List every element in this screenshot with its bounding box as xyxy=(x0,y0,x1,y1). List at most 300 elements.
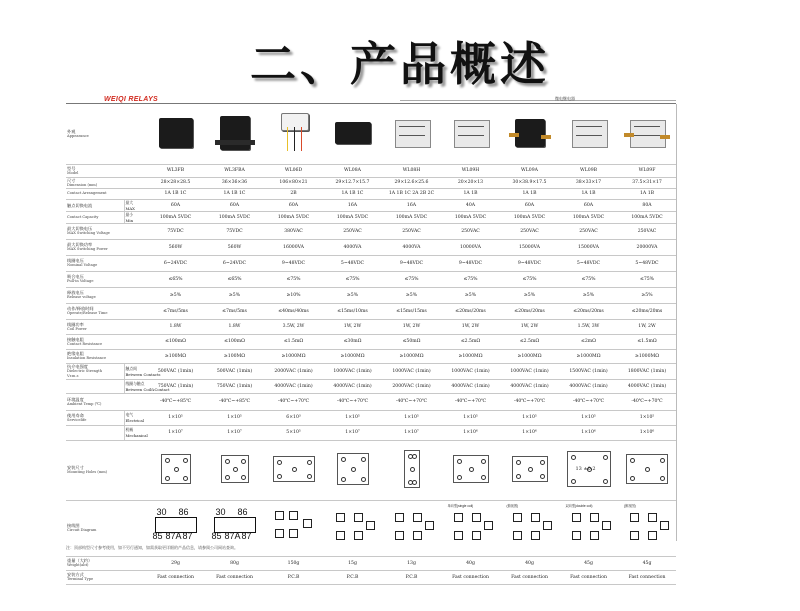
circuit-pin-label: 87A xyxy=(224,531,241,541)
row-sublabel xyxy=(124,363,161,379)
circuit-diagram xyxy=(330,505,376,549)
ambient-temp-cell: -40℃~+85℃ xyxy=(146,393,205,410)
life-electrical-cell: 1×10⁵ xyxy=(441,410,500,425)
capacity-min-cell: 100mA 5VDC xyxy=(382,211,441,223)
circuit-contact xyxy=(513,513,522,522)
mounting-hole xyxy=(528,467,533,472)
mounting-hole xyxy=(351,467,356,472)
circuit-diagram xyxy=(566,505,612,549)
mounting-drawing-cell xyxy=(382,440,441,500)
contact-resistance-cell: ≤2.5mΩ xyxy=(500,334,559,349)
mounting-hole xyxy=(603,455,608,460)
life-electrical-cell: 1×10⁵ xyxy=(500,410,559,425)
circuit-diagram-cell xyxy=(441,500,500,556)
circuit-pin-label: 30 xyxy=(156,507,167,517)
row-label-en: Weight(abt) xyxy=(67,563,89,567)
operate-time-cell: ≤40ms/40ms xyxy=(264,303,323,319)
terminal-type-cell: P.C.B xyxy=(323,570,382,584)
dimension-cell: 36×36×36 xyxy=(205,177,264,188)
release-voltage-cell: ≥5% xyxy=(382,287,441,303)
release-voltage-cell: ≥5% xyxy=(146,287,205,303)
mounting-hole xyxy=(165,476,170,481)
spec-row-max xyxy=(66,199,676,211)
relay-body xyxy=(159,118,193,148)
spec-row-appearance xyxy=(66,104,676,164)
circuit-contact xyxy=(590,513,599,522)
dielectric-contacts-cell: 500VAC (1min) xyxy=(146,363,205,379)
nominal-voltage-cell: 5~48VDC xyxy=(323,255,382,271)
relay-photo-cell xyxy=(146,104,205,164)
circuit-contact xyxy=(531,531,540,540)
contact-resistance-cell: ≤1.5mΩ xyxy=(618,334,676,349)
row-label xyxy=(66,556,146,570)
operate-time-cell: ≤15ms/15ms xyxy=(382,303,441,319)
row-label xyxy=(66,319,146,334)
mounting-hole xyxy=(630,476,635,481)
insulation-resistance-cell: ≥1000MΩ xyxy=(382,349,441,363)
row-label-cn: 尺寸 xyxy=(67,177,76,183)
model-cell: WL09F xyxy=(618,164,676,177)
spec-row-ir xyxy=(66,349,676,363)
circuit-contact xyxy=(648,513,657,522)
mounting-drawing-cell xyxy=(559,440,618,500)
arrangement-cell: 1A 1B xyxy=(559,188,618,199)
mounting-drawing-cell xyxy=(205,440,264,500)
row-label-cn: 吸合电压 xyxy=(67,274,84,279)
brand-label: WEIQI RELAYS xyxy=(104,96,159,103)
insulation-resistance-cell: ≥1000MΩ xyxy=(264,349,323,363)
pullin-voltage-cell: ≤75% xyxy=(618,271,676,287)
mounting-drawing-cell xyxy=(323,440,382,500)
row-label-en: Dimension (mm) xyxy=(67,182,98,187)
dielectric-contacts-cell: 1000VAC (1min) xyxy=(323,363,382,379)
capacity-max-cell: 60A xyxy=(264,199,323,211)
circuit-diagram xyxy=(153,505,199,549)
contact-resistance-cell: ≤1.5mΩ xyxy=(264,334,323,349)
mounting-dimension-note: 13 ±0.2 xyxy=(575,466,596,472)
life-electrical-cell: 1×10⁵ xyxy=(559,410,618,425)
row-label-cn: 外观 xyxy=(67,128,76,134)
ambient-temp-cell: -40℃~+70℃ xyxy=(441,393,500,410)
row-sublabel xyxy=(124,211,146,223)
row-label-en: Release voltage xyxy=(67,295,96,299)
dielectric-contacts-cell: 1500VAC (1min) xyxy=(559,363,618,379)
row-label-en: Mounting Holes (mm) xyxy=(67,470,108,474)
switch-power-cell: 4000VA xyxy=(382,239,441,255)
capacity-max-cell: 60A xyxy=(205,199,264,211)
relay-photo-cell xyxy=(618,104,676,164)
capacity-min-cell: 100mA 5VDC xyxy=(205,211,264,223)
row-label xyxy=(66,303,146,319)
row-label xyxy=(66,410,124,425)
mounting-hole xyxy=(516,474,521,479)
mounting-hole xyxy=(277,460,282,465)
mounting-hole xyxy=(307,460,312,465)
operate-time-cell: ≤7ms/5ms xyxy=(205,303,264,319)
mounting-hole xyxy=(174,467,179,472)
mounting-hole xyxy=(361,477,366,482)
nominal-voltage-cell: 6~24VDC xyxy=(205,255,264,271)
row-sublabel xyxy=(124,425,146,440)
mounting-hole xyxy=(165,458,170,463)
weight-cell: 40g xyxy=(441,556,500,570)
model-cell: WL06D xyxy=(264,164,323,177)
mounting-hole xyxy=(457,475,462,480)
contact-resistance-cell: ≤100mΩ xyxy=(146,334,205,349)
circuit-diagram xyxy=(507,505,553,549)
mounting-hole xyxy=(660,476,665,481)
row-label-cn: 安装方式 xyxy=(67,572,84,577)
arrangement-cell: 1A 1B 1C xyxy=(323,188,382,199)
capacity-max-cell: 16A xyxy=(323,199,382,211)
model-cell: WL09B xyxy=(559,164,618,177)
circuit-pin-label: 87 xyxy=(182,531,193,541)
circuit-diagram-cell xyxy=(264,500,323,556)
relay-photo-cell xyxy=(323,104,382,164)
circuit-contact xyxy=(354,531,363,540)
mounting-hole xyxy=(645,467,650,472)
relay-tab xyxy=(215,140,255,145)
life-electrical-cell: 1×10⁵ xyxy=(618,410,676,425)
circuit-pin-label: 30 xyxy=(215,507,226,517)
circuit-contact xyxy=(590,531,599,540)
mounting-drawing-cell xyxy=(441,440,500,500)
pullin-voltage-cell: ≤75% xyxy=(323,271,382,287)
row-label-cn: 线圈电压 xyxy=(67,258,84,263)
mounting-hole xyxy=(241,475,246,480)
switch-power-cell: 10000VA xyxy=(441,239,500,255)
circuit-pin-label: 86 xyxy=(178,507,189,517)
row-label xyxy=(66,440,146,500)
circuit-contact xyxy=(454,531,463,540)
row-label-cn: 接触电阻 xyxy=(67,336,84,342)
switch-power-cell: 560W xyxy=(146,239,205,255)
circuit-diagram-cell xyxy=(382,500,441,556)
release-voltage-cell: ≥5% xyxy=(323,287,382,303)
mounting-drawing xyxy=(404,450,420,488)
mounting-hole xyxy=(183,476,188,481)
row-sublabel-cn: 触点间 xyxy=(125,365,137,371)
circuit-frame xyxy=(214,517,256,533)
weight-cell: 45g xyxy=(618,556,676,570)
ambient-temp-cell: -40℃~+70℃ xyxy=(382,393,441,410)
switch-voltage-cell: 250VAC xyxy=(618,223,676,239)
circuit-contact xyxy=(543,521,552,530)
row-label xyxy=(66,188,146,199)
weight-cell: 13g xyxy=(382,556,441,570)
switch-voltage-cell: 250VAC xyxy=(500,223,559,239)
contact-resistance-cell: ≤30mΩ xyxy=(323,334,382,349)
relay-label xyxy=(399,126,425,136)
row-label xyxy=(66,425,124,440)
row-sublabel-en: Between Coil&Contact xyxy=(125,386,170,392)
circuit-contact xyxy=(572,531,581,540)
nominal-voltage-cell: 9~48VDC xyxy=(441,255,500,271)
nominal-voltage-cell: 9~48VDC xyxy=(264,255,323,271)
row-label-cn: 绝缘电阻 xyxy=(67,351,84,356)
pullin-voltage-cell: ≤65% xyxy=(146,271,205,287)
mounting-hole xyxy=(571,455,576,460)
dielectric-contacts-cell: 1000VAC (1min) xyxy=(441,363,500,379)
dielectric-coil-cell: 750VAC (1min) xyxy=(205,379,264,393)
insulation-resistance-cell: ≥1000MΩ xyxy=(618,349,676,363)
insulation-resistance-cell: ≥100MΩ xyxy=(205,349,264,363)
circuit-frame xyxy=(155,517,197,533)
circuit-pin-label: 85 xyxy=(152,531,163,541)
arrangement-cell: 2B xyxy=(264,188,323,199)
mounting-hole xyxy=(277,474,282,479)
model-cell: WL3FBA xyxy=(205,164,264,177)
spec-row-cr xyxy=(66,334,676,349)
coil-power-cell: 1W, 2W xyxy=(500,319,559,334)
row-label xyxy=(66,570,146,584)
nominal-voltage-cell: 5~48VDC xyxy=(618,255,676,271)
row-label-en: Pull-in Voltage xyxy=(67,279,94,283)
mounting-hole xyxy=(481,475,486,480)
life-electrical-cell: 1×10⁵ xyxy=(205,410,264,425)
row-sublabel-cn: 电气 xyxy=(125,412,134,417)
row-label-en: Contact Capacity xyxy=(67,214,99,219)
model-cell: WL08A xyxy=(323,164,382,177)
arrangement-cell: 1A 1B 1C xyxy=(146,188,205,199)
relay-wire xyxy=(301,127,302,151)
circuit-diagram-cell xyxy=(323,500,382,556)
mounting-drawing xyxy=(512,456,548,482)
relay-photo xyxy=(159,118,193,148)
relay-photo xyxy=(281,113,307,153)
dimension-cell: 30×38.9×17.5 xyxy=(500,177,559,188)
circuit-contact xyxy=(648,531,657,540)
relay-terminal xyxy=(624,133,634,137)
row-sublabel-cn: 最大 xyxy=(125,199,134,205)
circuit-diagram-cell xyxy=(559,500,618,556)
pullin-voltage-cell: ≤75% xyxy=(559,271,618,287)
row-label xyxy=(66,239,146,255)
relay-photo-cell xyxy=(382,104,441,164)
switch-power-cell: 15000VA xyxy=(500,239,559,255)
dielectric-coil-cell: 4000VAC (1min) xyxy=(441,379,500,393)
ambient-temp-cell: -40℃~+70℃ xyxy=(559,393,618,410)
row-sublabel-cn: 最小 xyxy=(125,211,134,217)
pullin-voltage-cell: ≤75% xyxy=(441,271,500,287)
row-label-en: Terminal Type xyxy=(67,577,94,581)
mounting-drawing xyxy=(161,454,191,484)
row-sublabel-en: Mechanical xyxy=(125,433,148,438)
spec-row-amb xyxy=(66,393,676,410)
relay-label xyxy=(458,126,484,136)
dielectric-coil-cell: 4000VAC (1min) xyxy=(323,379,382,393)
relay-photo-cell xyxy=(205,104,264,164)
terminal-type-cell: Fast connection xyxy=(618,570,676,584)
group-divider xyxy=(400,100,676,101)
mounting-hole xyxy=(540,460,545,465)
contact-resistance-cell: ≤100mΩ xyxy=(205,334,264,349)
contact-resistance-cell: ≤2.5mΩ xyxy=(441,334,500,349)
insulation-resistance-cell: ≥1000MΩ xyxy=(441,349,500,363)
dielectric-coil-cell: 4000VAC (1min) xyxy=(559,379,618,393)
row-label xyxy=(66,177,146,188)
ambient-temp-cell: -40℃~+85℃ xyxy=(205,393,264,410)
circuit-diagram xyxy=(212,505,258,549)
row-label-en: Circuit Diagram xyxy=(67,528,97,532)
terminal-type-cell: P.C.B xyxy=(264,570,323,584)
mounting-drawing xyxy=(337,453,369,485)
circuit-contact xyxy=(354,513,363,522)
mounting-drawing-cell xyxy=(146,440,205,500)
spec-row-arr xyxy=(66,188,676,199)
row-label-cn: 抗介电强度 xyxy=(67,363,88,369)
row-label-en: Dielectric Strength xyxy=(67,368,103,373)
row-label-cn: 安装尺寸 xyxy=(67,465,84,470)
spec-row-time xyxy=(66,303,676,319)
model-cell: WL08H xyxy=(382,164,441,177)
terminal-type-cell: Fast connection xyxy=(441,570,500,584)
mounting-hole xyxy=(660,458,665,463)
capacity-min-cell: 100mA 5VDC xyxy=(441,211,500,223)
weight-cell: 80g xyxy=(205,556,264,570)
mounting-hole xyxy=(233,467,238,472)
row-label-cn: 释放电压 xyxy=(67,290,84,295)
circuit-type-note: 双向型(double coil) xyxy=(565,504,593,508)
arrangement-cell: 1A 1B xyxy=(618,188,676,199)
pullin-voltage-cell: ≤75% xyxy=(500,271,559,287)
spec-row-sp xyxy=(66,239,676,255)
circuit-pin-label: 85 xyxy=(211,531,222,541)
row-sublabel-en: Electrical xyxy=(125,418,145,423)
row-label xyxy=(66,223,146,239)
life-mechanical-cell: 1×10⁶ xyxy=(618,425,676,440)
relay-body xyxy=(515,119,545,147)
dimension-cell: 37.5×31×17 xyxy=(618,177,676,188)
row-label-en: Operate/Release Time xyxy=(67,311,108,315)
circuit-contact xyxy=(472,531,481,540)
row-sublabel xyxy=(124,199,146,211)
life-mechanical-cell: 5×10⁵ xyxy=(264,425,323,440)
pullin-voltage-cell: ≤65% xyxy=(205,271,264,287)
ambient-temp-cell: -40℃~+70℃ xyxy=(500,393,559,410)
contact-resistance-cell: ≤2mΩ xyxy=(559,334,618,349)
row-label-cn: 最大切换功率 xyxy=(67,242,93,247)
operate-time-cell: ≤20ms/20ms xyxy=(441,303,500,319)
row-label xyxy=(66,199,124,211)
spec-row-bc xyxy=(66,363,676,379)
operate-time-cell: ≤7ms/5ms xyxy=(146,303,205,319)
row-sublabel-cn: 机械 xyxy=(125,427,134,432)
row-sublabel-en: Min xyxy=(125,217,134,223)
mounting-hole xyxy=(630,458,635,463)
spec-row-model xyxy=(66,164,676,177)
mounting-hole xyxy=(481,459,486,464)
row-label xyxy=(66,393,146,410)
capacity-min-cell: 100mA 5VDC xyxy=(323,211,382,223)
mounting-drawing-cell xyxy=(264,440,323,500)
coil-power-cell: 1W, 2W xyxy=(382,319,441,334)
relay-wire xyxy=(287,127,288,151)
terminal-type-cell: Fast connection xyxy=(500,570,559,584)
row-label-en: Contact Arrangement xyxy=(67,191,107,195)
spec-row-mech xyxy=(66,425,676,440)
switch-power-cell: 4000VA xyxy=(323,239,382,255)
footnote: 注：顶部构型尺寸参考使用，如不另行通知，如需获取更详细的产品信息，请参阅公司网站查询。 xyxy=(66,545,238,550)
mounting-hole xyxy=(457,459,462,464)
circuit-contact xyxy=(413,513,422,522)
spec-row-min xyxy=(66,211,676,223)
switch-voltage-cell: 250VAC xyxy=(559,223,618,239)
mounting-hole xyxy=(292,467,297,472)
mounting-hole xyxy=(361,457,366,462)
nominal-voltage-cell: 9~48VDC xyxy=(382,255,441,271)
circuit-contact xyxy=(336,531,345,540)
arrangement-cell: 1A 1B xyxy=(441,188,500,199)
arrangement-cell: 1A 1B 1C 2A 2B 2C xyxy=(382,188,441,199)
relay-wire xyxy=(294,127,295,151)
dimension-cell: 38×33×17 xyxy=(559,177,618,188)
circuit-contact xyxy=(425,521,434,530)
row-label xyxy=(66,379,124,393)
coil-power-cell: 1.8W xyxy=(205,319,264,334)
row-sublabel xyxy=(124,379,170,393)
dimension-cell: 29×12.6×25.6 xyxy=(382,177,441,188)
mounting-hole xyxy=(516,460,521,465)
life-electrical-cell: 6×10³ xyxy=(264,410,323,425)
row-label-en-2: Vr.m.s xyxy=(67,373,79,378)
row-label-en: Coil Power xyxy=(67,326,87,331)
release-voltage-cell: ≥10% xyxy=(264,287,323,303)
circuit-contact xyxy=(303,519,312,528)
circuit-contact xyxy=(513,531,522,540)
circuit-diagram-cell xyxy=(618,500,676,556)
spec-row-term xyxy=(66,570,676,584)
row-label-en: Appearance xyxy=(67,133,89,138)
operate-time-cell: ≤15ms/10ms xyxy=(323,303,382,319)
ambient-temp-cell: -40℃~+70℃ xyxy=(323,393,382,410)
circuit-contact xyxy=(572,513,581,522)
circuit-contact xyxy=(395,531,404,540)
row-label-cn: 触点切换电流 xyxy=(67,202,93,208)
dielectric-coil-cell: 4000VAC (1min) xyxy=(264,379,323,393)
mounting-hole xyxy=(241,459,246,464)
ambient-temp-cell: -40℃~+70℃ xyxy=(618,393,676,410)
mounting-drawing-cell xyxy=(618,440,676,500)
switch-voltage-cell: 380VAC xyxy=(264,223,323,239)
spec-row-mounting xyxy=(66,440,676,500)
release-voltage-cell: ≥5% xyxy=(559,287,618,303)
dielectric-coil-cell: 4000VAC (1min) xyxy=(500,379,559,393)
mounting-hole xyxy=(469,467,474,472)
capacity-min-cell: 100mA 5VDC xyxy=(618,211,676,223)
mounting-hole xyxy=(412,454,417,459)
row-sublabel-en: Between Contacts xyxy=(125,371,161,377)
relay-body xyxy=(335,122,371,144)
capacity-max-cell: 16A xyxy=(382,199,441,211)
switch-power-cell: 15000VA xyxy=(559,239,618,255)
capacity-min-cell: 100mA 5VDC xyxy=(500,211,559,223)
mounting-hole xyxy=(307,474,312,479)
circuit-contact xyxy=(602,521,611,530)
operate-time-cell: ≤20ms/20ms xyxy=(500,303,559,319)
life-mechanical-cell: 1×10⁷ xyxy=(205,425,264,440)
life-mechanical-cell: 1×10⁶ xyxy=(500,425,559,440)
row-label-cn: 型号 xyxy=(67,165,76,171)
release-voltage-cell: ≥5% xyxy=(500,287,559,303)
spec-row-dim xyxy=(66,177,676,188)
circuit-contact xyxy=(472,513,481,522)
insulation-resistance-cell: ≥1000MΩ xyxy=(323,349,382,363)
model-cell: WL09A xyxy=(500,164,559,177)
row-label xyxy=(66,164,146,177)
mounting-drawing-cell xyxy=(500,440,559,500)
switch-power-cell: 20000VA xyxy=(618,239,676,255)
